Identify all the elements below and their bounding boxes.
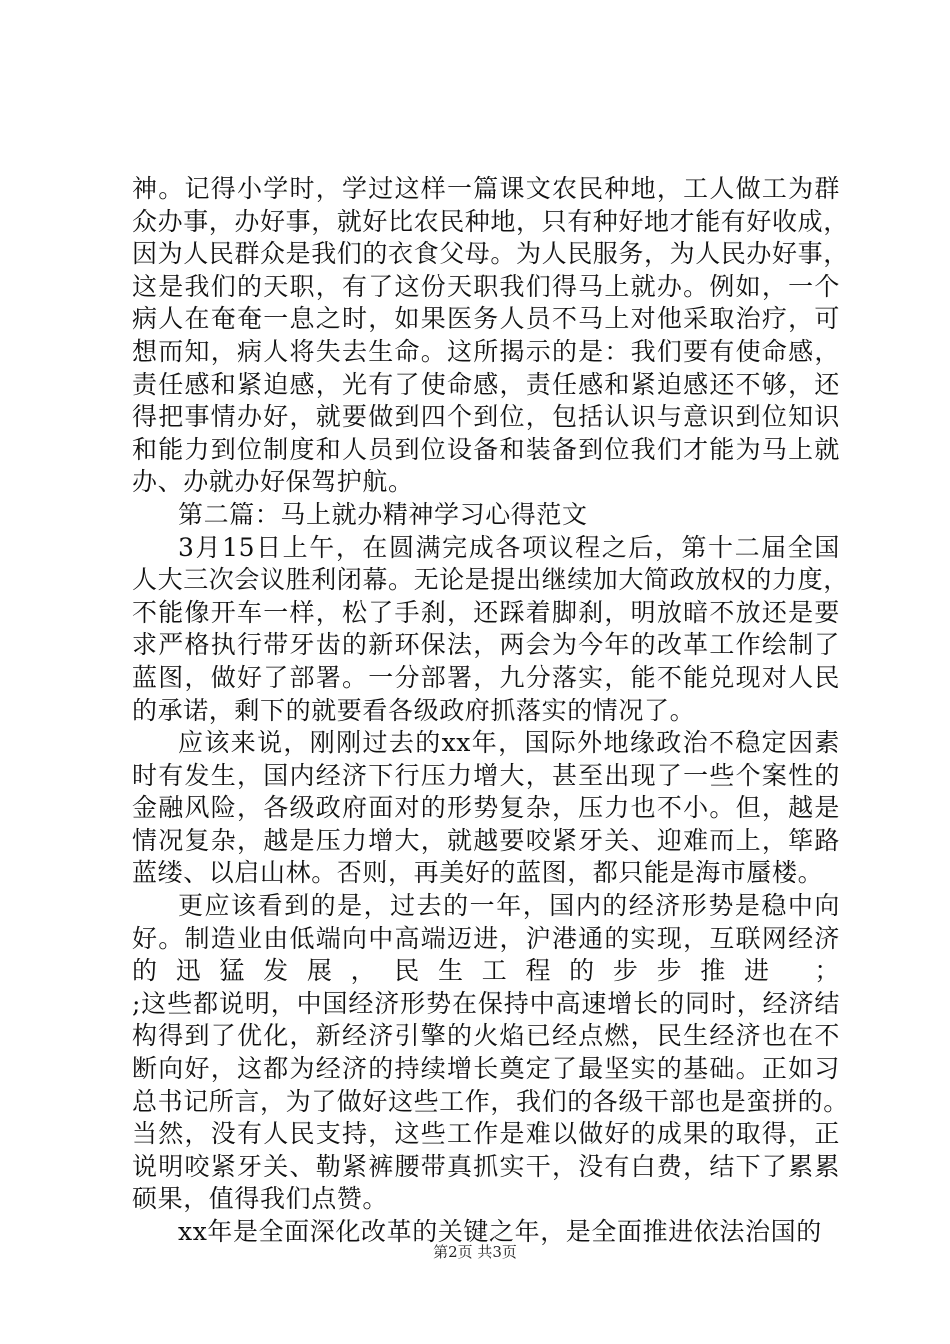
text-line: 金融风险，各级政府面对的形势复杂，压力也不小。但，越是 xyxy=(132,793,840,823)
text-line: 求严格执行带牙齿的新环保法，两会为今年的改革工作绘制了 xyxy=(132,630,840,660)
text-line: 得把事情办好，就要做到四个到位，包括认识与意识到位知识 xyxy=(132,402,840,432)
text-line: 说明咬紧牙关、勒紧裤腰带真抓实干，没有白费，结下了累累 xyxy=(132,1151,840,1181)
text-line: 时有发生，国内经济下行压力增大，甚至出现了一些个案性的 xyxy=(132,760,840,790)
paragraph xyxy=(132,890,849,1216)
text-line: 3月15日上午，在圆满完成各项议程之后，第十二届全国 xyxy=(178,532,840,562)
paragraph xyxy=(132,532,849,728)
text-line: 人大三次会议胜利闭幕。无论是提出继续加大简政放权的力度， xyxy=(132,565,849,595)
text-line: 好。制造业由低端向中高端迈进，沪港通的实现，互联网经济 xyxy=(132,923,840,953)
text-line: 办、办就办好保驾护航。 xyxy=(132,467,414,497)
text-line: 的迅猛发展，民生工程的步步推进 ； xyxy=(132,956,840,986)
page-footer: 第2页 共3页 xyxy=(433,1243,517,1261)
text-line: 神。记得小学时，学过这样一篇课文农民种地，工人做工为群 xyxy=(132,174,840,203)
text-line: 构得到了优化，新经济引擎的火焰已经点燃，民生经济也在不 xyxy=(132,1021,840,1051)
paragraph xyxy=(132,173,849,499)
text-line: 总书记所言，为了做好这些工作，我们的各级干部也是蛮拼的。 xyxy=(132,1086,849,1116)
text-line: 情况复杂，越是压力增大，就越要咬紧牙关、迎难而上，筚路 xyxy=(132,825,840,855)
text-line: 这是我们的天职，有了这份天职我们得马上就办。例如，一个 xyxy=(132,271,840,301)
text-line: 和能力到位制度和人员到位设备和装备到位我们才能为马上就 xyxy=(132,434,840,464)
text-line: 因为人民群众是我们的衣食父母。为人民服务，为人民办好事， xyxy=(132,239,849,269)
text-line: ;这些都说明，中国经济形势在保持中高速增长的同时，经济结 xyxy=(132,988,840,1018)
text-line: 病人在奄奄一息之时，如果医务人员不马上对他采取治疗，可 xyxy=(132,304,840,334)
text-line: 应该来说，刚刚过去的xx年，国际外地缘政治不稳定因素 xyxy=(178,728,840,758)
text-line: 蓝图，做好了部署。一分部署，九分落实，能不能兑现对人民 xyxy=(132,662,840,692)
paragraph xyxy=(132,727,840,890)
text-line: 不能像开车一样，松了手刹，还踩着脚刹，明放暗不放还是要 xyxy=(132,597,840,627)
text-line: 硕果，值得我们点赞。 xyxy=(132,1184,389,1214)
text-line: 当然，没有人民支持，这些工作是难以做好的成果的取得，正 xyxy=(132,1119,840,1149)
text-line: xx年是全面深化改革的关键之年，是全面推进依法治国的 xyxy=(178,1217,822,1246)
document-body xyxy=(132,173,849,1249)
text-line: 众办事，办好事，就好比农民种地，只有种好地才能有好收成， xyxy=(132,206,849,236)
text-line: 责任感和紧迫感，光有了使命感，责任感和紧迫感还不够，还 xyxy=(132,369,840,399)
text-line: 断向好，这都为经济的持续增长奠定了最坚实的基础。正如习 xyxy=(132,1054,840,1084)
text-line: 想而知，病人将失去生命。这所揭示的是：我们要有使命感， xyxy=(132,336,840,366)
paragraph xyxy=(132,499,840,532)
text-line: 更应该看到的是，过去的一年，国内的经济形势是稳中向 xyxy=(178,891,840,921)
text-line: 第二篇：马上就办精神学习心得范文 xyxy=(178,499,588,529)
text-line: 的承诺，剩下的就要看各级政府抓落实的情况了。 xyxy=(132,695,696,725)
text-line: 蓝缕、以启山林。否则，再美好的蓝图，都只能是海市蜃楼。 xyxy=(132,858,824,888)
